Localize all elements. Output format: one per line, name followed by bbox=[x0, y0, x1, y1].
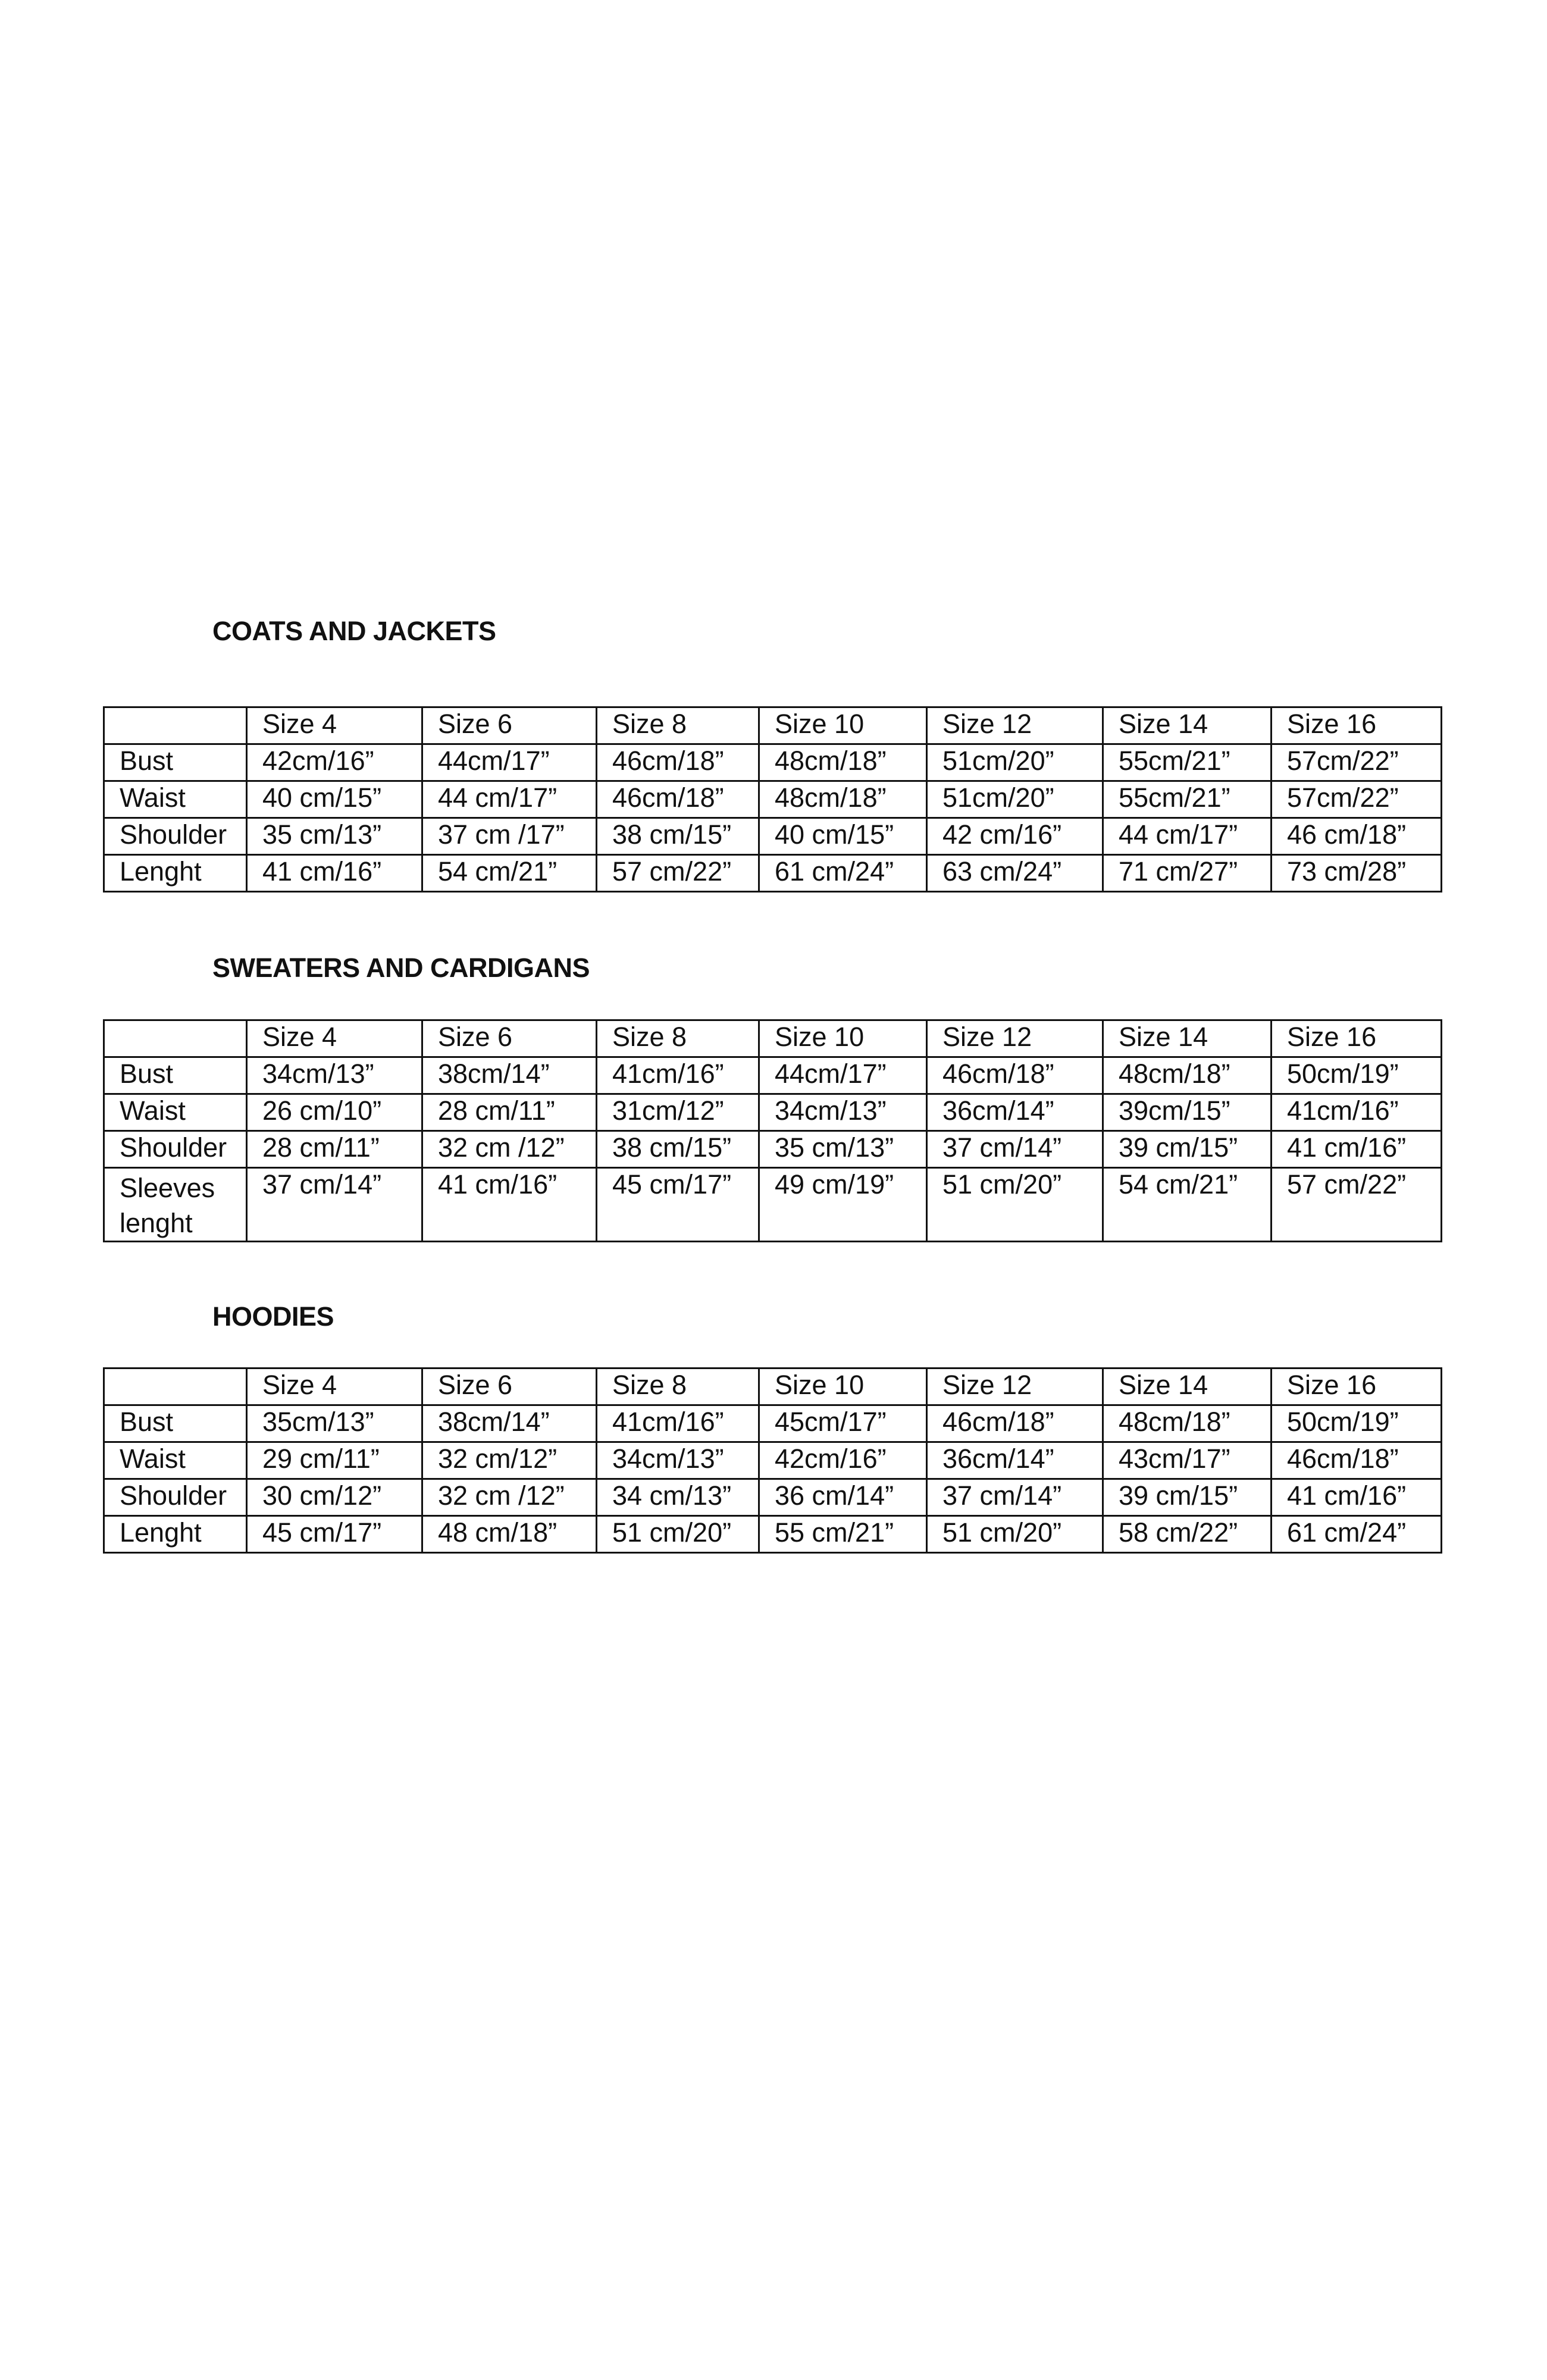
table-cell: 61 cm/24” bbox=[1272, 1516, 1442, 1553]
table-cell: 44cm/17” bbox=[422, 744, 597, 781]
table-cell: 36cm/14” bbox=[927, 1094, 1103, 1131]
row-label: Waist bbox=[104, 781, 247, 818]
table-cell: 41 cm/16” bbox=[1272, 1479, 1442, 1516]
table-cell: 45cm/17” bbox=[759, 1405, 927, 1442]
size-table-hoodies bbox=[103, 1367, 1442, 1554]
table-cell: 71 cm/27” bbox=[1103, 855, 1272, 892]
table-cell: 55cm/21” bbox=[1103, 744, 1272, 781]
table-row bbox=[104, 1516, 1442, 1553]
table-cell: 34cm/13” bbox=[247, 1057, 422, 1094]
table-cell: 40 cm/15” bbox=[759, 818, 927, 855]
table-cell: 57cm/22” bbox=[1272, 744, 1442, 781]
size-table-sweaters-and-cardigans bbox=[103, 1019, 1442, 1242]
table-row bbox=[104, 855, 1442, 892]
table-cell: 44 cm/17” bbox=[1103, 818, 1272, 855]
table-cell: 42 cm/16” bbox=[927, 818, 1103, 855]
table-cell: 46cm/18” bbox=[927, 1057, 1103, 1094]
table-cell: 51 cm/20” bbox=[927, 1168, 1103, 1242]
table-cell: 51 cm/20” bbox=[927, 1516, 1103, 1553]
table-cell: 49 cm/19” bbox=[759, 1168, 927, 1242]
section-title-sweaters-and-cardigans: SWEATERS AND CARDIGANS bbox=[212, 953, 590, 983]
header-cell: Size 14 bbox=[1103, 707, 1272, 744]
table-cell: 57 cm/22” bbox=[597, 855, 759, 892]
table-header-row bbox=[104, 1368, 1442, 1405]
header-cell: Size 12 bbox=[927, 1020, 1103, 1057]
table-cell: 41 cm/16” bbox=[1272, 1131, 1442, 1168]
header-cell: Size 16 bbox=[1272, 707, 1442, 744]
table-cell: 42cm/16” bbox=[759, 1442, 927, 1479]
header-cell bbox=[104, 1020, 247, 1057]
table-cell: 50cm/19” bbox=[1272, 1405, 1442, 1442]
table-cell: 46cm/18” bbox=[927, 1405, 1103, 1442]
table-cell: 46cm/18” bbox=[1272, 1442, 1442, 1479]
table-row bbox=[104, 781, 1442, 818]
table-cell: 30 cm/12” bbox=[247, 1479, 422, 1516]
table-cell: 34cm/13” bbox=[597, 1442, 759, 1479]
table-cell: 40 cm/15” bbox=[247, 781, 422, 818]
table-cell: 50cm/19” bbox=[1272, 1057, 1442, 1094]
header-cell: Size 16 bbox=[1272, 1368, 1442, 1405]
table-cell: 51cm/20” bbox=[927, 744, 1103, 781]
table-cell: 54 cm/21” bbox=[422, 855, 597, 892]
table-cell: 28 cm/11” bbox=[422, 1094, 597, 1131]
table-cell: 37 cm/14” bbox=[927, 1479, 1103, 1516]
table-cell: 51cm/20” bbox=[927, 781, 1103, 818]
section-title-hoodies: HOODIES bbox=[212, 1301, 334, 1332]
table-cell: 41 cm/16” bbox=[422, 1168, 597, 1242]
size-table-coats-and-jackets bbox=[103, 706, 1442, 892]
table-cell: 37 cm/14” bbox=[927, 1131, 1103, 1168]
row-label: Lenght bbox=[104, 1516, 247, 1553]
row-label: Waist bbox=[104, 1442, 247, 1479]
table-cell: 37 cm/14” bbox=[247, 1168, 422, 1242]
table-cell: 29 cm/11” bbox=[247, 1442, 422, 1479]
table-cell: 32 cm /12” bbox=[422, 1479, 597, 1516]
table-cell: 32 cm /12” bbox=[422, 1131, 597, 1168]
table-cell: 32 cm/12” bbox=[422, 1442, 597, 1479]
table-cell: 37 cm /17” bbox=[422, 818, 597, 855]
table-row bbox=[104, 1442, 1442, 1479]
row-label: Lenght bbox=[104, 855, 247, 892]
table-cell: 38 cm/15” bbox=[597, 1131, 759, 1168]
table-row bbox=[104, 1168, 1442, 1242]
table-header-row bbox=[104, 707, 1442, 744]
table-cell: 35 cm/13” bbox=[247, 818, 422, 855]
header-cell: Size 6 bbox=[422, 1368, 597, 1405]
table-cell: 48cm/18” bbox=[1103, 1405, 1272, 1442]
table-cell: 46cm/18” bbox=[597, 781, 759, 818]
table-cell: 73 cm/28” bbox=[1272, 855, 1442, 892]
table-cell: 38 cm/15” bbox=[597, 818, 759, 855]
header-cell: Size 14 bbox=[1103, 1368, 1272, 1405]
table-cell: 38cm/14” bbox=[422, 1405, 597, 1442]
table-row bbox=[104, 1057, 1442, 1094]
table-header-row bbox=[104, 1020, 1442, 1057]
table-cell: 63 cm/24” bbox=[927, 855, 1103, 892]
table-cell: 55 cm/21” bbox=[759, 1516, 927, 1553]
table-cell: 36 cm/14” bbox=[759, 1479, 927, 1516]
table-cell: 41cm/16” bbox=[597, 1405, 759, 1442]
header-cell: Size 10 bbox=[759, 1368, 927, 1405]
table-cell: 35cm/13” bbox=[247, 1405, 422, 1442]
table-cell: 44 cm/17” bbox=[422, 781, 597, 818]
table-cell: 48 cm/18” bbox=[422, 1516, 597, 1553]
table-cell: 44cm/17” bbox=[759, 1057, 927, 1094]
header-cell bbox=[104, 707, 247, 744]
table-cell: 42cm/16” bbox=[247, 744, 422, 781]
table-cell: 57 cm/22” bbox=[1272, 1168, 1442, 1242]
row-label: Bust bbox=[104, 1057, 247, 1094]
row-label: Waist bbox=[104, 1094, 247, 1131]
section-title-coats-and-jackets: COATS AND JACKETS bbox=[212, 616, 496, 646]
header-cell: Size 16 bbox=[1272, 1020, 1442, 1057]
header-cell: Size 4 bbox=[247, 707, 422, 744]
table-cell: 38cm/14” bbox=[422, 1057, 597, 1094]
table-cell: 45 cm/17” bbox=[247, 1516, 422, 1553]
header-cell: Size 8 bbox=[597, 1020, 759, 1057]
header-cell: Size 4 bbox=[247, 1368, 422, 1405]
table-cell: 48cm/18” bbox=[759, 744, 927, 781]
table-cell: 51 cm/20” bbox=[597, 1516, 759, 1553]
table-cell: 43cm/17” bbox=[1103, 1442, 1272, 1479]
header-cell: Size 6 bbox=[422, 1020, 597, 1057]
row-label: Bust bbox=[104, 744, 247, 781]
header-cell: Size 8 bbox=[597, 707, 759, 744]
table-cell: 34cm/13” bbox=[759, 1094, 927, 1131]
table-row bbox=[104, 1094, 1442, 1131]
table-row bbox=[104, 1405, 1442, 1442]
table-cell: 61 cm/24” bbox=[759, 855, 927, 892]
table-cell: 57cm/22” bbox=[1272, 781, 1442, 818]
table-cell: 54 cm/21” bbox=[1103, 1168, 1272, 1242]
table-cell: 28 cm/11” bbox=[247, 1131, 422, 1168]
table-cell: 39cm/15” bbox=[1103, 1094, 1272, 1131]
table-cell: 48cm/18” bbox=[759, 781, 927, 818]
table-cell: 58 cm/22” bbox=[1103, 1516, 1272, 1553]
header-cell: Size 10 bbox=[759, 1020, 927, 1057]
table-cell: 41cm/16” bbox=[597, 1057, 759, 1094]
header-cell: Size 10 bbox=[759, 707, 927, 744]
table-cell: 36cm/14” bbox=[927, 1442, 1103, 1479]
table-cell: 45 cm/17” bbox=[597, 1168, 759, 1242]
table-cell: 48cm/18” bbox=[1103, 1057, 1272, 1094]
table-cell: 41 cm/16” bbox=[247, 855, 422, 892]
table-cell: 41cm/16” bbox=[1272, 1094, 1442, 1131]
table-cell: 39 cm/15” bbox=[1103, 1131, 1272, 1168]
row-label: Sleeves lenght bbox=[104, 1168, 247, 1242]
table-row bbox=[104, 1131, 1442, 1168]
header-cell: Size 12 bbox=[927, 1368, 1103, 1405]
row-label: Shoulder bbox=[104, 1131, 247, 1168]
header-cell: Size 4 bbox=[247, 1020, 422, 1057]
header-cell: Size 12 bbox=[927, 707, 1103, 744]
table-cell: 39 cm/15” bbox=[1103, 1479, 1272, 1516]
table-cell: 46 cm/18” bbox=[1272, 818, 1442, 855]
table-row bbox=[104, 818, 1442, 855]
row-label: Shoulder bbox=[104, 1479, 247, 1516]
row-label: Shoulder bbox=[104, 818, 247, 855]
header-cell: Size 8 bbox=[597, 1368, 759, 1405]
header-cell bbox=[104, 1368, 247, 1405]
table-row bbox=[104, 744, 1442, 781]
table-cell: 34 cm/13” bbox=[597, 1479, 759, 1516]
header-cell: Size 14 bbox=[1103, 1020, 1272, 1057]
table-cell: 55cm/21” bbox=[1103, 781, 1272, 818]
table-cell: 46cm/18” bbox=[597, 744, 759, 781]
table-cell: 31cm/12” bbox=[597, 1094, 759, 1131]
header-cell: Size 6 bbox=[422, 707, 597, 744]
row-label: Bust bbox=[104, 1405, 247, 1442]
table-cell: 26 cm/10” bbox=[247, 1094, 422, 1131]
table-cell: 35 cm/13” bbox=[759, 1131, 927, 1168]
table-row bbox=[104, 1479, 1442, 1516]
